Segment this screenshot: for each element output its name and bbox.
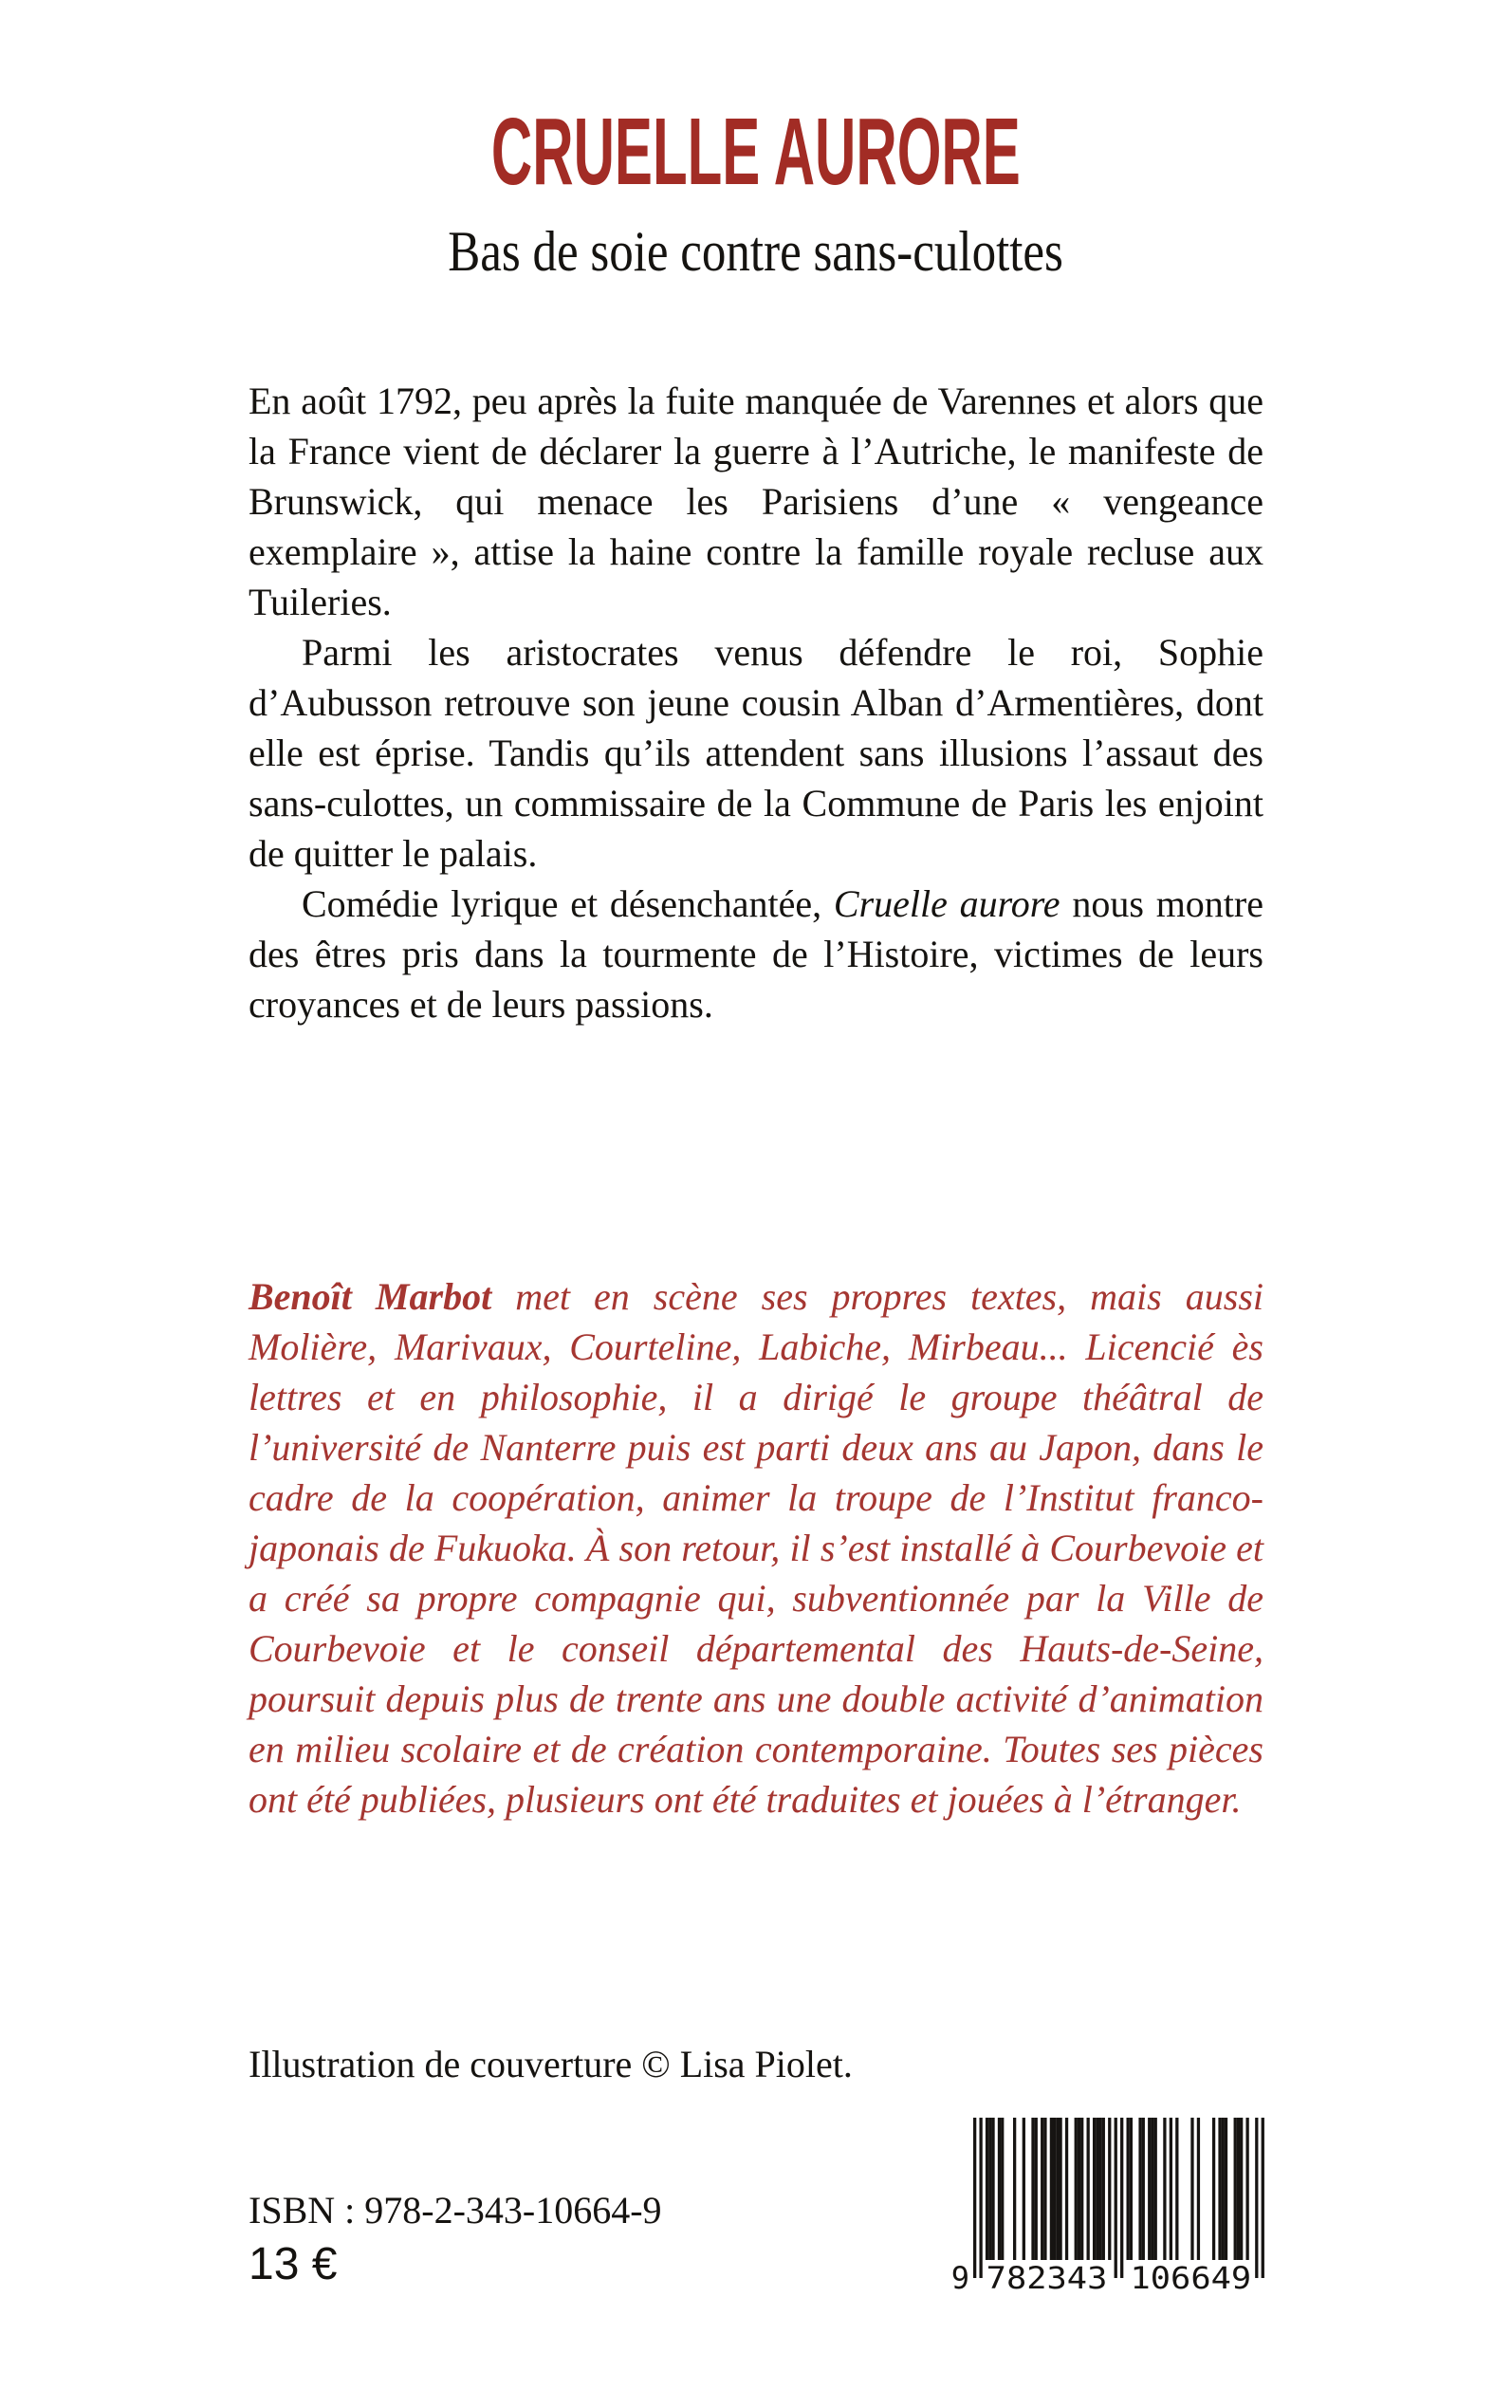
barcode-left-digits: 782343 xyxy=(986,2260,1108,2294)
synopsis-p3-tail: nous montre des êtres pris dans la tourmente de l’Histoire, victimes de leurs croyances et de leurs passions. xyxy=(249,882,1263,1026)
synopsis-p3-lead: Comédie lyrique et désenchantée, xyxy=(302,882,834,925)
book-subtitle xyxy=(0,220,1512,283)
barcode-first-digit: 9 xyxy=(950,2260,969,2294)
synopsis-p3-book-title: Cruelle aurore xyxy=(833,882,1060,925)
synopsis-paragraph-1: En août 1792, peu après la fuite manquée de Varennes et alors que la France vient de déclarer la guerre à l’Autriche, le manifeste de Brunswick, qui menace les Parisiens d’une « vengeance exemplaire », attise la haine contre la famille royale recluse aux Tuileries. xyxy=(249,380,1263,623)
barcode-right-digits: 106649 xyxy=(1130,2260,1252,2294)
synopsis-paragraph-3 xyxy=(249,879,1263,1029)
author-bio-paragraph xyxy=(249,1271,1263,1825)
synopsis-paragraph-2: Parmi les aristocrates venus défendre le roi, Sophie d’Aubusson retrouve son jeune cousin Alban d’Armentières, dont elle est éprise. Tandis qu’ils attendent sans illusions l’assaut des sans-culottes, un commissaire de la Commune de Paris les enjoint de quitter le palais. xyxy=(249,631,1263,875)
ean13-barcode xyxy=(947,2118,1269,2294)
author-name: Benoît Marbot xyxy=(249,1275,492,1318)
price-label: 13 € xyxy=(249,2239,338,2289)
book-title-text: CRUELLE AURORE xyxy=(491,99,1021,205)
book-subtitle-text: Bas de soie contre sans-culottes xyxy=(448,220,1064,283)
cover-illustration-credit: Illustration de couverture © Lisa Piolet. xyxy=(249,2043,853,2085)
synopsis-block xyxy=(249,376,1263,1029)
book-title xyxy=(0,99,1512,205)
isbn-line: ISBN : 978-2-343-10664-9 xyxy=(249,2189,662,2232)
author-bio-text: met en scène ses propres textes, mais aussi Molière, Marivaux, Courteline, Labiche, Mirbeau... Licencié ès lettres et en philosophie, il a dirigé le groupe théâtral de l’université de Nanterre puis est parti deux ans au Japon, dans le cadre de la coopération, animer la troupe de l’Institut franco-japonais de Fukuoka. À son retour, il s’est installé à Courbevoie et a créé sa propre compagnie qui, subventionnée par la Ville de Courbevoie et le conseil départemental des Hauts-de-Seine, poursuit depuis plus de trente ans une double activité d’animation en milieu scolaire et de création contemporaine. Toutes ses pièces ont été publiées, plusieurs ont été traduites et jouées à l’étranger. xyxy=(249,1275,1263,1821)
author-bio-block xyxy=(249,1271,1263,1825)
